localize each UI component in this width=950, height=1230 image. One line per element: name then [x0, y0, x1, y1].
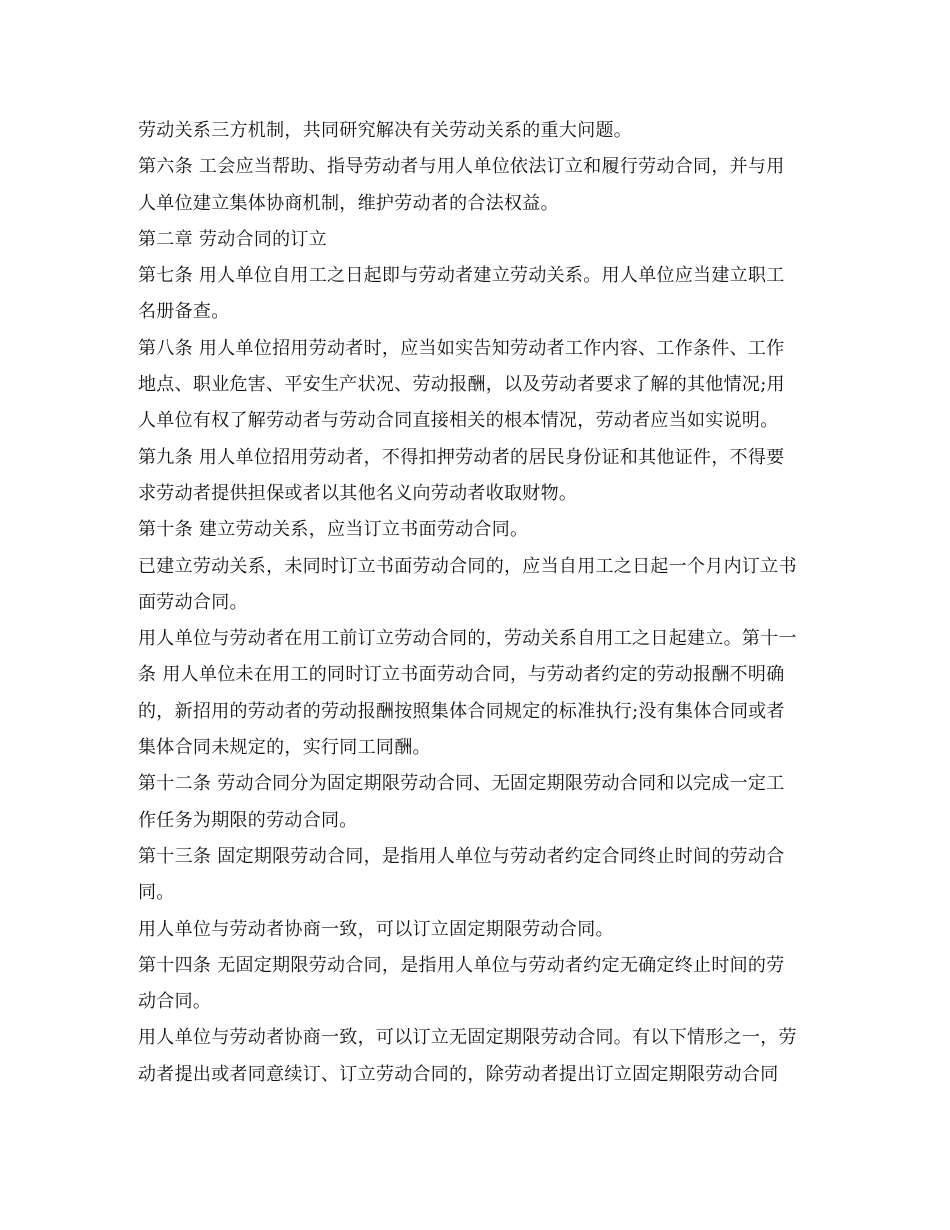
- text-line: 第十四条 无固定期限劳动合同，是指用人单位与劳动者约定无确定终止时间的劳: [138, 954, 785, 976]
- text-line: 的，新招用的劳动者的劳动报酬按照集体合同规定的标准执行;没有集体合同或者: [138, 700, 785, 722]
- text-line: 第九条 用人单位招用劳动者，不得扣押劳动者的居民身份证和其他证件，不得要: [138, 446, 785, 468]
- text-line: 第七条 用人单位自用工之日起即与劳动者建立劳动关系。用人单位应当建立职工: [138, 265, 785, 287]
- text-line: 第十三条 固定期限劳动合同，是指用人单位与劳动者约定合同终止时间的劳动合: [138, 845, 785, 867]
- document-body: [138, 113, 818, 1093]
- text-line: 第六条 工会应当帮助、指导劳动者与用人单位依法订立和履行劳动合同，并与用: [138, 156, 785, 178]
- text-line: 第八条 用人单位招用劳动者时，应当如实告知劳动者工作内容、工作条件、工作: [138, 337, 785, 359]
- text-line: 第十条 建立劳动关系，应当订立书面劳动合同。: [138, 519, 529, 541]
- text-line: 集体合同未规定的，实行同工同酬。: [138, 737, 431, 759]
- text-line: 人单位有权了解劳动者与劳动合同直接相关的根本情况，劳动者应当如实说明。: [138, 410, 779, 432]
- text-line: 人单位建立集体协商机制，维护劳动者的合法权益。: [138, 192, 559, 214]
- text-line: 劳动关系三方机制，共同研究解决有关劳动关系的重大问题。: [138, 120, 633, 141]
- text-line: 用人单位与劳动者协商一致，可以订立无固定期限劳动合同。有以下情形之一，劳: [138, 1027, 797, 1049]
- text-line: 用人单位与劳动者协商一致，可以订立固定期限劳动合同。: [138, 918, 614, 940]
- text-line: 动合同。: [138, 991, 212, 1013]
- text-line: 第十二条 劳动合同分为固定期限劳动合同、无固定期限劳动合同和以完成一定工: [138, 773, 785, 795]
- text-line: 地点、职业危害、平安生产状况、劳动报酬，以及劳动者要求了解的其他情况;用: [138, 374, 785, 396]
- text-line: 作任务为期限的劳动合同。: [138, 809, 358, 831]
- text-line: 面劳动合同。: [138, 591, 248, 613]
- text-line: 求劳动者提供担保或者以其他名义向劳动者收取财物。: [138, 482, 578, 504]
- text-line: 同。: [138, 882, 175, 904]
- text-line: 条 用人单位未在用工的同时订立书面劳动合同，与劳动者约定的劳动报酬不明确: [138, 664, 785, 686]
- text-line: 动者提出或者同意续订、订立劳动合同的，除劳动者提出订立固定期限劳动合同: [138, 1063, 779, 1085]
- chapter-heading: 第二章 劳动合同的订立: [138, 228, 328, 250]
- text-line: 名册备查。: [138, 301, 230, 323]
- text-line: 用人单位与劳动者在用工前订立劳动合同的，劳动关系自用工之日起建立。第十一: [138, 628, 797, 650]
- text-line: 已建立劳动关系，未同时订立书面劳动合同的，应当自用工之日起一个月内订立书: [138, 555, 797, 577]
